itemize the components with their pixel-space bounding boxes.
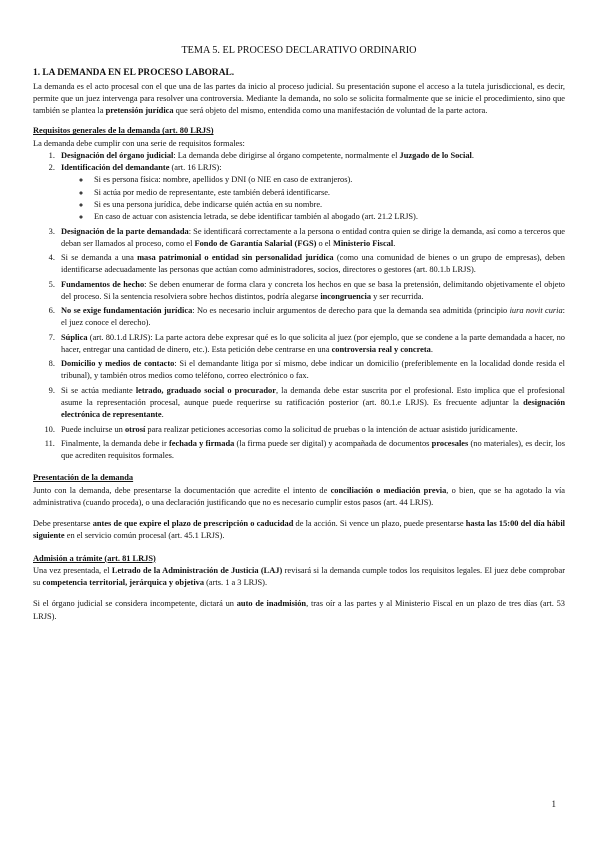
list-item: 8. Domicilio y medios de contacto: Si el demandante litiga por sí mismo, debe indicar un domicilio (preferiblemente en la localidad donde resida el tribunal), y también otros medios como teléfono, correo electrónico o fax. [57,358,565,383]
presentacion-heading: Presentación de la demanda [33,473,134,483]
presentacion-paragraph-1: Junto con la demanda, debe presentarse la documentación que acredite el intento de conciliación o mediación previa, o bien, que se ha agotado la vía administrativa (cuando proceda), o una declaración justificando que no es necesario cumplir estos pasos (art. 44 LRJS). [33,485,565,507]
list-item: 10. Puede incluirse un otrosí para realizar peticiones accesorias como la solicitud de pruebas o la intención de actuar asistido jurídicamente. [57,424,565,436]
list-item: 11. Finalmente, la demanda debe ir fechada y firmada (la firma puede ser digital) y acompañada de documentos procesales (no materiales), es decir, los que acrediten requisitos formales. [57,438,565,463]
admision-paragraph-1: Una vez presentada, el Letrado de la Administración de Justicia (LAJ) revisará si la demanda cumple todos los requisitos legales. El juez debe comprobar su competencia territorial, jerárquica y objetiva (arts. 1 a 3 LRJS). [33,565,565,588]
requisitos-lead: La demanda debe cumplir con una serie de requisitos formales: [33,138,245,148]
document-title: TEMA 5. EL PROCESO DECLARATIVO ORDINARIO [181,45,417,56]
presentacion-paragraph-2: Debe presentarse antes de que expire el plazo de prescripción o caducidad de la acción. Si vence un plazo, puede presentarse hasta las 15:00 del día hábil siguiente en el servicio común procesal (art. 45.1 LRJS). [33,519,565,541]
sub-list [61,174,565,223]
intro-paragraph: La demanda es el acto procesal con el que una de las partes da inicio al proceso judicial. Su presentación supone el acceso a la tutela jurisdiccional, es decir, permite que un juez intervenga para resolver una controversia. Mediante la demanda, no solo se solicita formalmente que se inicie el procedimiento, sino que también se plantea la pretensión jurídica que será objeto del mismo, entendida como una manifestación de voluntad de la parte actora. [33,81,565,116]
requisitos-list [33,150,565,462]
sub-list-item: ◦ Si actúa por medio de representante, este también deberá identificarse. [91,187,565,199]
page-content [33,44,565,623]
requisitos-heading: Requisitos generales de la demanda (art. 80 LRJS) [33,126,214,136]
list-item: 5. Fundamentos de hecho: Se deben enumerar de forma clara y concreta los hechos en que se basa la pretensión, delimitando objetivamente el objeto del proceso. Si la sentencia resolviera sobre hechos distintos, podría alegarse incongruencia y ser recurrida. [57,279,565,304]
list-item: 7. Súplica (art. 80.1.d LRJS): La parte actora debe expresar qué es lo que solicita al juez (por ejemplo, que se condene a la parte demandada a hacer, no hacer, entregar una cantidad de dinero, etc.). Esta petición debe centrarse en una controversia real y concreta. [57,332,565,357]
page-number: 1 [551,799,556,809]
list-item: 1. Designación del órgano judicial: La demanda debe dirigirse al órgano competente, normalmente el Juzgado de lo Social. [57,150,565,162]
list-item: 9. Si se actúa mediante letrado, graduado social o procurador, la demanda debe estar suscrita por el profesional. Esto implica que el profesional asume la representación procesal, aunque puede requerirse su ratificación posterior (art. 80.1.e LRJS). Es frecuente adjuntar la designación electrónica de representante. [57,385,565,422]
sub-list-item: ◦ Si es una persona jurídica, debe indicarse quién actúa en su nombre. [91,199,565,211]
sub-list-item: ◦ Si es persona física: nombre, apellidos y DNI (o NIE en caso de extranjeros). [91,174,565,186]
sub-list-item: ◦ En caso de actuar con asistencia letrada, se debe identificar también al abogado (art. 21.2 LRJS). [91,211,565,223]
admision-heading: Admisión a trámite (art. 81 LRJS) [33,553,156,563]
list-item: 6. No se exige fundamentación jurídica: No es necesario incluir argumentos de derecho para que la demanda sea admitida (principio iura novit curia: el juez conoce el derecho). [57,305,565,330]
list-item: 2. Identificación del demandante (art. 16 LRJS): ◦ Si es persona física: nombre, apellidos y DNI (o NIE en caso de extranjeros). ◦ Si actúa por medio de representante, este también deberá identificarse. ◦ Si es una persona jurídica, debe indicarse quién actúa en su nombre. ◦ En caso de actuar con asistencia letrada, se debe identificar también al abogado (art. 21.2 LRJS). [57,162,565,223]
list-item: 3. Designación de la parte demandada: Se identificará correctamente a la persona o entidad contra quien se dirige la demanda, así como a terceros que deban ser llamados al proceso, como el Fondo de Garantía Salarial (FGS) o el Ministerio Fiscal. [57,226,565,251]
admision-paragraph-2: Si el órgano judicial se considera incompetente, dictará un auto de inadmisión, tras oír a las partes y al Ministerio Fiscal en un plazo de tres días (art. 53 LRJS). [33,599,565,621]
list-item: 4. Si se demanda a una masa patrimonial o entidad sin personalidad jurídica (como una comunidad de bienes o un grupo de empresas), deben identificarse adecuadamente las personas que actúan como administradores, socios, directores o gestores (art. 80.1.b LRJS). [57,252,565,277]
section-heading-demanda: 1. LA DEMANDA EN EL PROCESO LABORAL. [33,67,235,78]
